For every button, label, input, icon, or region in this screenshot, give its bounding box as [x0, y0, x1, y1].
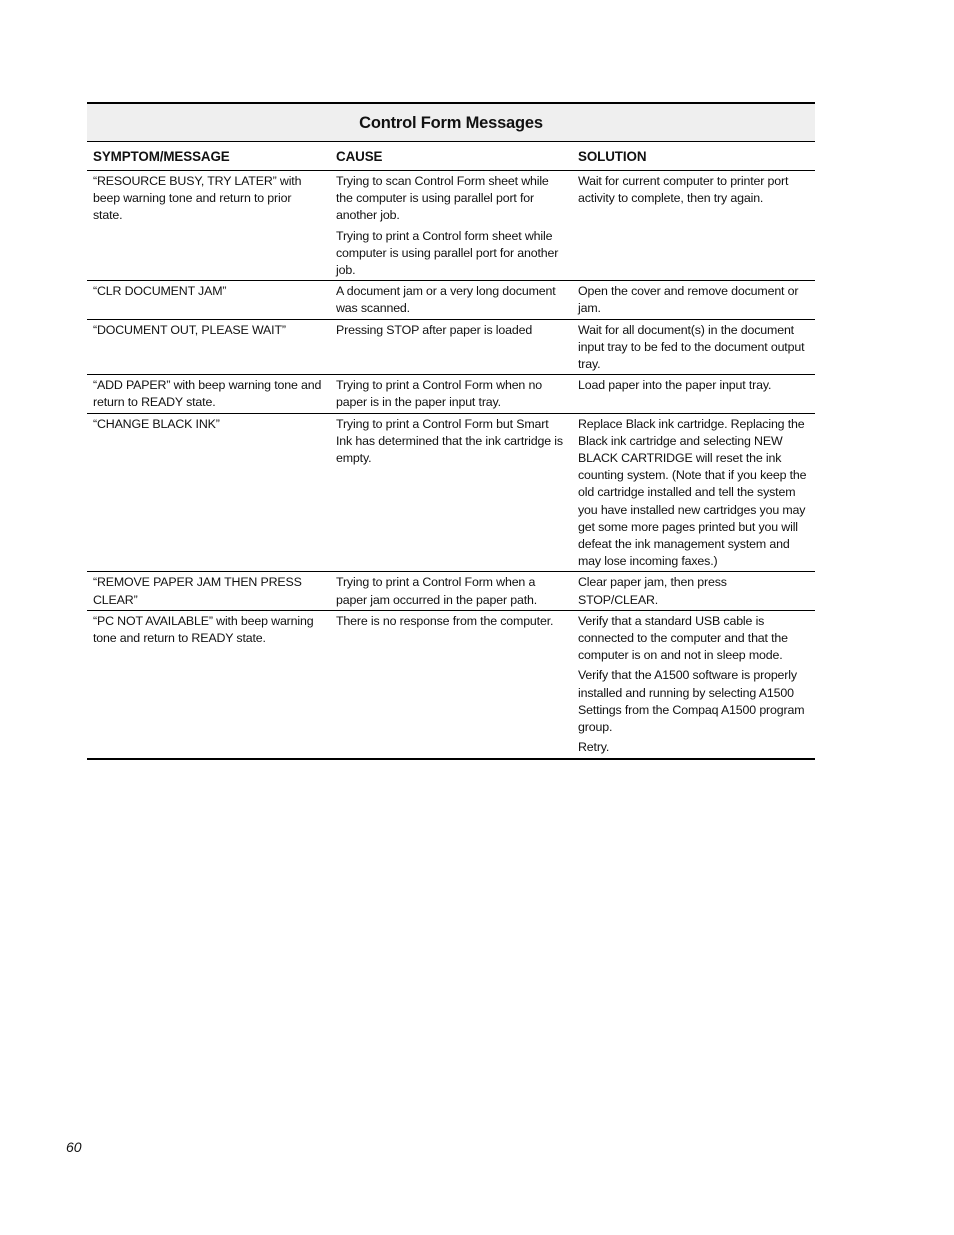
- table-row: [87, 171, 815, 281]
- cause-cell: [330, 610, 572, 757]
- cause-cell: [330, 281, 572, 319]
- cause-text: Trying to print a Control form sheet while computer is using parallel port for another job.: [336, 228, 559, 278]
- solution-text: Open the cover and remove document or jam.: [578, 284, 799, 316]
- cause-text: A document jam or a very long document was scanned.: [336, 284, 556, 316]
- table-row: [87, 572, 815, 610]
- table-row: [87, 281, 815, 319]
- symptom-cell: [87, 413, 330, 572]
- symptom-text: “ADD PAPER” with beep warning tone and return to READY state.: [93, 378, 322, 410]
- cause-cell: [330, 375, 572, 413]
- cause-cell: [330, 413, 572, 572]
- symptom-cell: [87, 610, 330, 757]
- solution-text: Verify that the A1500 software is properly installed and running by selecting A1500 Settings from the Compaq A1500 program group.: [578, 668, 805, 735]
- solution-cell: [572, 171, 815, 281]
- solution-cell: [572, 413, 815, 572]
- header-solution: SOLUTION: [572, 142, 815, 171]
- control-form-messages-table: [87, 102, 815, 760]
- cause-text: Trying to print a Control Form but Smart Ink has determined that the ink cartridge is empty.: [336, 416, 563, 466]
- cause-text: Trying to print a Control Form when a paper jam occurred in the paper path.: [336, 575, 538, 607]
- table-title: Control Form Messages: [87, 104, 815, 142]
- solution-cell: [572, 319, 815, 375]
- cause-text: Trying to scan Control Form sheet while the computer is using parallel port for another job.: [336, 174, 549, 223]
- symptom-cell: [87, 281, 330, 319]
- cause-text: Pressing STOP after paper is loaded: [336, 322, 533, 337]
- messages-table: [87, 142, 815, 758]
- page-number: 60: [66, 1139, 82, 1155]
- symptom-cell: [87, 171, 330, 281]
- solution-text: Wait for all document(s) in the document input tray to be fed to the document output tray.: [578, 322, 805, 372]
- solution-cell: [572, 572, 815, 610]
- table-row: [87, 413, 815, 572]
- symptom-text: “CHANGE BLACK INK”: [93, 416, 220, 431]
- solution-text: Load paper into the paper input tray.: [578, 378, 772, 393]
- cause-cell: [330, 572, 572, 610]
- header-row: [87, 142, 815, 171]
- symptom-cell: [87, 319, 330, 375]
- symptom-cell: [87, 572, 330, 610]
- solution-cell: [572, 375, 815, 413]
- solution-text: Replace Black ink cartridge. Replacing the Black ink cartridge and selecting NEW BLACK CARTRIDGE will reset the ink counting system. (Note that if you keep the old cartridge installed and tell the system you have installed new cartridges you may get some more pages printed but you will defeat the ink management system and may lose incoming faxes.): [578, 416, 807, 569]
- cause-cell: [330, 319, 572, 375]
- symptom-cell: [87, 375, 330, 413]
- solution-text: Clear paper jam, then press STOP/CLEAR.: [578, 575, 727, 607]
- symptom-text: “DOCUMENT OUT, PLEASE WAIT”: [93, 322, 286, 337]
- solution-cell: [572, 281, 815, 319]
- solution-text: Wait for current computer to printer port activity to complete, then try again.: [578, 174, 789, 206]
- symptom-text: “RESOURCE BUSY, TRY LATER” with beep warning tone and return to prior state.: [93, 174, 302, 223]
- cause-cell: [330, 171, 572, 281]
- cause-text: Trying to print a Control Form when no paper is in the paper input tray.: [336, 378, 542, 410]
- table-row: [87, 375, 815, 413]
- solution-text: Verify that a standard USB cable is connected to the computer and that the computer is on and not in sleep mode.: [578, 613, 788, 663]
- table-row: [87, 610, 815, 757]
- symptom-text: “REMOVE PAPER JAM THEN PRESS CLEAR”: [93, 575, 302, 607]
- cause-text: There is no response from the computer.: [336, 613, 554, 628]
- header-cause: CAUSE: [330, 142, 572, 171]
- symptom-text: “PC NOT AVAILABLE” with beep warning tone and return to READY state.: [93, 613, 314, 646]
- solution-cell: [572, 610, 815, 757]
- table-row: [87, 319, 815, 375]
- header-symptom: SYMPTOM/MESSAGE: [87, 142, 330, 171]
- symptom-text: “CLR DOCUMENT JAM”: [93, 284, 227, 299]
- solution-text: Retry.: [578, 740, 610, 755]
